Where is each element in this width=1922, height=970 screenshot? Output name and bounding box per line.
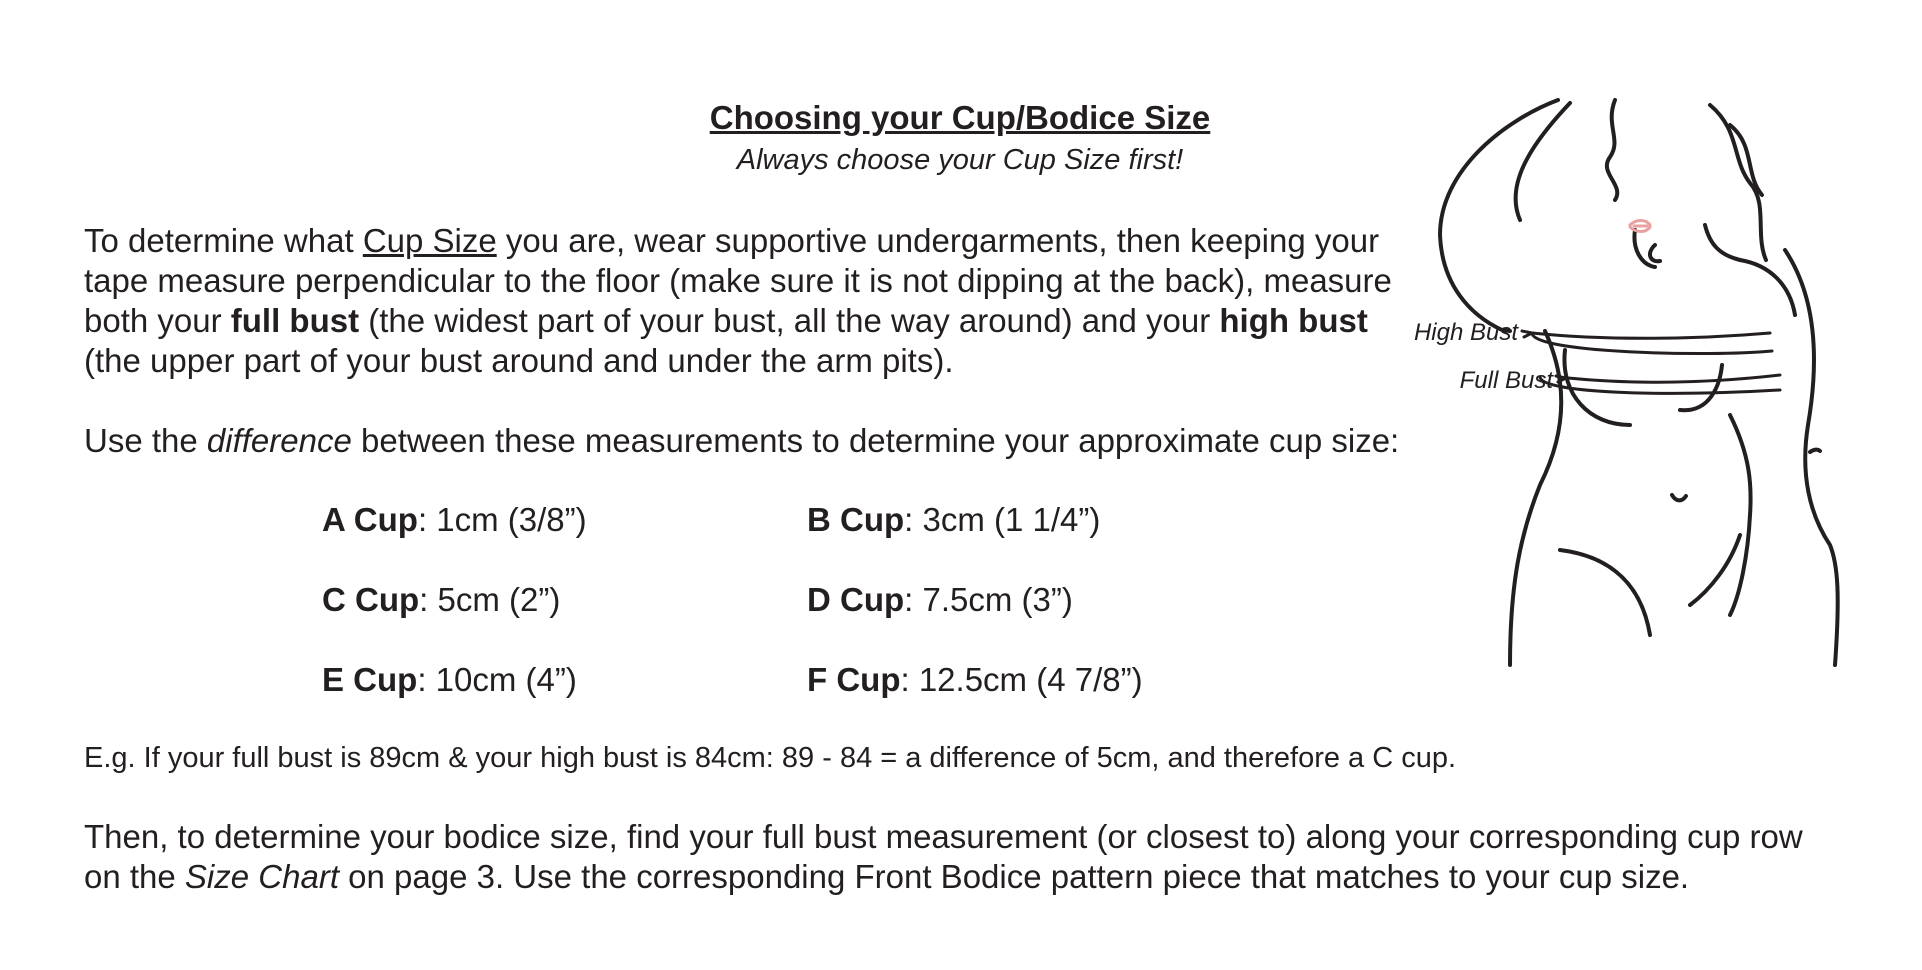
cup-value: : 3cm (1 1/4”) [904, 501, 1101, 538]
cup-item-c [322, 580, 560, 620]
right-shoulder-outline [1740, 260, 1795, 315]
page-title: Choosing your Cup/Bodice Size [709, 99, 1211, 136]
neck-outline [1705, 225, 1740, 260]
page-subtitle: Always choose your Cup Size first! [736, 144, 1184, 176]
p1-text-b: you are, wear supportive undergarments, then keeping your tape measure perpendicular to the floor (make sure it is not dipping at the back), measure both your [84, 222, 1392, 339]
full-bust-label: Full Bust [1459, 367, 1553, 394]
full-bust-pointer [1556, 376, 1566, 382]
right-waist-outline [1730, 415, 1751, 615]
difference-term: difference [206, 422, 352, 459]
hair-curl-left [1607, 100, 1617, 200]
cup-item-d [807, 580, 1073, 620]
cup-size-list [322, 500, 1222, 700]
cup-name: F Cup [807, 661, 901, 698]
size-chart-term: Size Chart [184, 858, 339, 895]
hair-curl-right-2 [1730, 125, 1762, 195]
p3-text-b: on page 3. Use the corresponding Front Bodice pattern piece that matches to your cup size. [338, 858, 1690, 895]
cup-name: D Cup [807, 581, 905, 618]
chin-curl [1650, 245, 1660, 261]
p3-text-a: Then, to determine your bodice size, find your full bust measurement (or closest to) along your corresponding cup row on the [84, 818, 1803, 895]
p2-text-b: between these measurements to determine your approximate cup size: [351, 422, 1400, 459]
navel [1672, 495, 1686, 500]
cup-value: : 1cm (3/8”) [417, 501, 587, 538]
cup-item-b [807, 500, 1100, 540]
cup-item-a [322, 500, 587, 540]
hip-line-left [1560, 550, 1650, 635]
cup-size-term: Cup Size [362, 222, 497, 259]
cup-name: E Cup [322, 661, 418, 698]
high-bust-tape-line [1532, 333, 1770, 338]
elbow-accent [1810, 450, 1820, 452]
high-bust-label: High Bust [1413, 319, 1518, 346]
cup-value: : 7.5cm (3”) [904, 581, 1073, 618]
upper-arm-inner [1516, 103, 1570, 220]
example-calculation: E.g. If your full bust is 89cm & your high bust is 84cm: 89 - 84 = a difference of 5cm, and therefore a C cup. [84, 742, 1457, 774]
cup-name: C Cup [322, 581, 420, 618]
lips-illustration [1630, 221, 1650, 232]
hair-curl-right [1710, 105, 1766, 260]
high-bust-pointer [1522, 331, 1532, 337]
bust-right-curve [1680, 365, 1722, 410]
cup-value: : 12.5cm (4 7/8”) [900, 661, 1143, 698]
difference-instructions [84, 421, 1444, 461]
p1-text-c: (the widest part of your bust, all the way around) and your [359, 302, 1220, 339]
raised-arm-outline [1440, 100, 1558, 331]
cup-name: B Cup [807, 501, 905, 538]
cup-value: : 10cm (4”) [417, 661, 577, 698]
bodice-instructions [84, 817, 1844, 897]
measure-instructions [84, 221, 1424, 381]
p2-text-a: Use the [84, 422, 207, 459]
cup-name: A Cup [322, 501, 418, 538]
hip-line-right [1690, 535, 1740, 605]
full-bust-term: full bust [230, 302, 360, 339]
cup-item-f [807, 660, 1143, 700]
bust-measurement-figure [1410, 95, 1850, 675]
full-bust-tape-line [1568, 375, 1780, 382]
p1-text-d: (the upper part of your bust around and under the arm pits). [84, 342, 954, 379]
woman-silhouette-illustration [1410, 95, 1850, 675]
cup-value: : 5cm (2”) [419, 581, 561, 618]
cup-item-e [322, 660, 577, 700]
high-bust-term: high bust [1219, 302, 1368, 339]
p1-text-a: To determine what [84, 222, 363, 259]
